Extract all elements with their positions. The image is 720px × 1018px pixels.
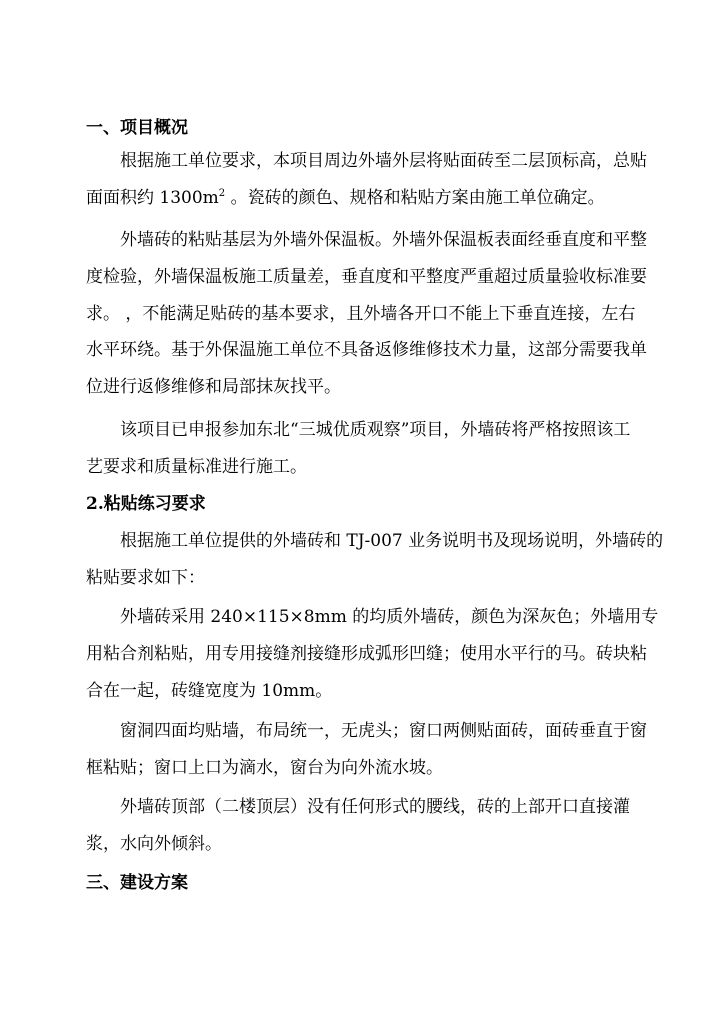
section-heading-pasting-requirements: 2.粘贴练习要求 (86, 494, 206, 514)
paragraph-window-openings (86, 713, 654, 787)
text-line: 位进行返修维修和局部抹灰找平。 (86, 377, 341, 398)
text-line: 窗洞四面均贴墙，布局统一，无虎头；窗口两侧贴面砖，面砖垂直于窗 (120, 721, 647, 741)
text-segment: 面面积约 1300m (86, 187, 219, 208)
text-line: 外墙砖顶部（二楼顶层）没有任何形式的腰线，砖的上部开口直接灌 (120, 797, 630, 817)
text-line: 合在一起，砖缝宽度为 10mm。 (86, 680, 333, 701)
paragraph-construction-requirements (86, 143, 654, 217)
section-heading-project-overview: 一、项目概况 (86, 118, 188, 138)
text-line: 该项目已申报参加东北“三城优质观察”项目，外墙砖将严格按照该工 (120, 420, 631, 440)
text-line: 艺要求和质量标准进行施工。 (86, 456, 307, 477)
text-line: 粘贴要求如下： (86, 567, 205, 588)
superscript: 2 (218, 187, 226, 199)
paragraph-project-application (86, 412, 654, 486)
text-line: 外墙砖采用 240×115×8mm 的均质外墙砖，颜色为深灰色；外墙用专 (120, 607, 659, 627)
text-line: 求。 ，不能满足贴砖的基本要求，且外墙各开口不能上下垂直连接，左右 (86, 303, 636, 324)
text-line: 度检验，外墙保温板施工质量差，垂直度和平整度严重超过质量验收标准要 (86, 266, 647, 287)
text-line (86, 180, 654, 217)
text-line: 浆，水向外倾斜。 (86, 833, 222, 854)
text-line: 根据施工单位提供的外墙砖和 TJ-007 业务说明书及现场说明，外墙砖的 (120, 531, 664, 551)
text-line: 水平环绕。基于外保温施工单位不具备返修维修技术力量，这部分需要我单 (86, 340, 647, 361)
section-heading-construction-plan: 三、建设方案 (86, 873, 188, 893)
text-line: 外墙砖的粘贴基层为外墙外保温板。外墙外保温板表面经垂直度和平整 (120, 230, 647, 250)
paragraph-tile-specs (86, 599, 659, 709)
paragraph-top-of-wall (86, 789, 654, 863)
paragraph-supplied-tiles (86, 523, 664, 597)
text-line: 用粘合剂粘贴，用专用接缝剂接缝形成弧形凹缝；使用水平行的马。砖块粘 (86, 643, 647, 664)
text-line: 框粘贴；窗口上口为滴水，窗台为向外流水坡。 (86, 757, 443, 778)
text-line: 根据施工单位要求，本项目周边外墙外层将贴面砖至二层顶标高，总贴 (120, 151, 647, 171)
paragraph-base-layer (86, 222, 654, 406)
text-segment: 。瓷砖的颜色、规格和粘贴方案由施工单位确定。 (225, 187, 605, 208)
